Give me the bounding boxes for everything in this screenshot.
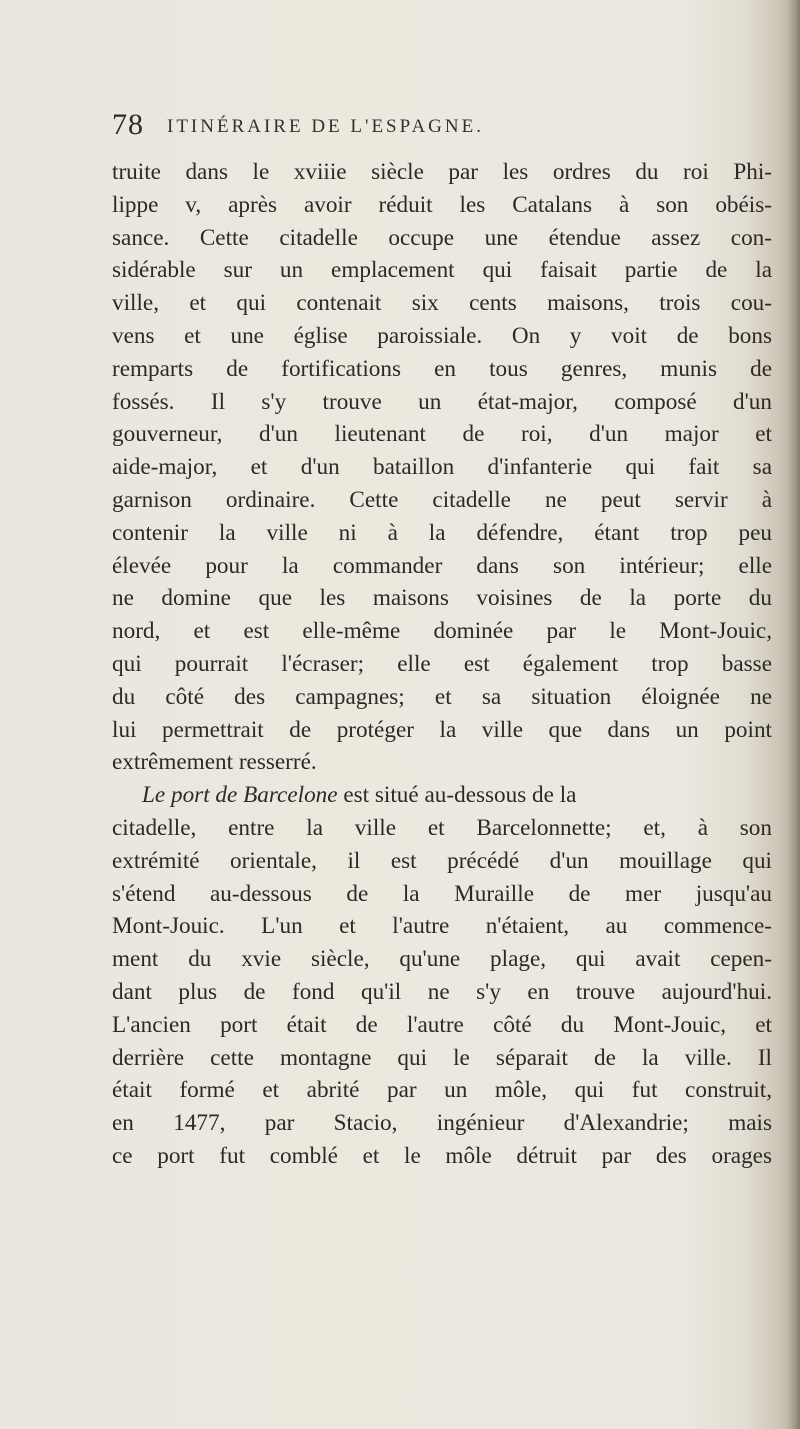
paragraph-opening-line [112,779,772,812]
running-title: ITINÉRAIRE DE L'ESPAGNE. [167,116,484,137]
text-line: dant plus de fond qu'il ne s'y en trouve aujourd'hui. [112,978,772,1005]
text-line: nord, et est elle-même dominée par le Mont-Jouic, [112,618,772,645]
italic-heading: Le port de Barcelone [142,782,338,809]
text-line: derrière cette montagne qui le séparait de la ville. Il [112,1044,772,1071]
text-line: truite dans le xviiie siècle par les ordres du roi Phi- [112,159,772,185]
page-number: 78 [112,108,144,141]
text-line: gouverneur, d'un lieutenant de roi, d'un major et [112,421,772,448]
text-line: Mont-Jouic. L'un et l'autre n'étaient, au commence- [112,913,772,940]
body-text [112,156,772,1173]
text-line: ment du xvie siècle, qu'une plage, qui avait cepen- [112,946,772,973]
text-line: qui pourrait l'écraser; elle est également trop basse [112,650,772,677]
text-line: garnison ordinaire. Cette citadelle ne peut servir à [112,486,772,513]
text-line: ville, et qui contenait six cents maisons, trois cou- [112,290,772,317]
text-line: était formé et abrité par un môle, qui fut construit, [112,1077,772,1104]
text-line: remparts de fortifications en tous genres, munis de [112,355,772,382]
page-header [112,108,732,148]
text-line: extrêmement resserré. [112,749,317,776]
text-line: L'ancien port était de l'autre côté du Mont-Jouic, et [112,1011,772,1038]
text-line: aide-major, et d'un bataillon d'infanterie qui fait sa [112,454,772,481]
opening-line-rest: est situé au-dessous de la [337,782,577,809]
text-line: ce port fut comblé et le môle détruit par des orages [112,1142,772,1169]
text-line: en 1477, par Stacio, ingénieur d'Alexandrie; mais [112,1110,772,1137]
text-line: s'étend au-dessous de la Muraille de mer jusqu'au [112,880,772,907]
text-line: ne domine que les maisons voisines de la porte du [112,585,772,612]
text-line: sidérable sur un emplacement qui faisait partie de la [112,257,772,284]
text-line: élevée pour la commander dans son intérieur; elle [112,552,772,579]
text-line: lippe v, après avoir réduit les Catalans à son obéis- [112,191,772,218]
text-line: contenir la ville ni à la défendre, étant trop peu [112,519,772,546]
text-line: citadelle, entre la ville et Barcelonnette; et, à son [112,814,772,841]
text-line: sance. Cette citadelle occupe une étendue assez con- [112,224,772,251]
text-line: lui permettrait de protéger la ville que dans un point [112,716,772,743]
text-line: extrémité orientale, il est précédé d'un mouillage qui [112,847,772,874]
text-line: vens et une église paroissiale. On y voit de bons [112,322,772,349]
page-edge-shadow [786,0,800,1429]
text-line: fossés. Il s'y trouve un état-major, composé d'un [112,388,772,415]
text-line: du côté des campagnes; et sa situation éloignée ne [112,683,772,710]
